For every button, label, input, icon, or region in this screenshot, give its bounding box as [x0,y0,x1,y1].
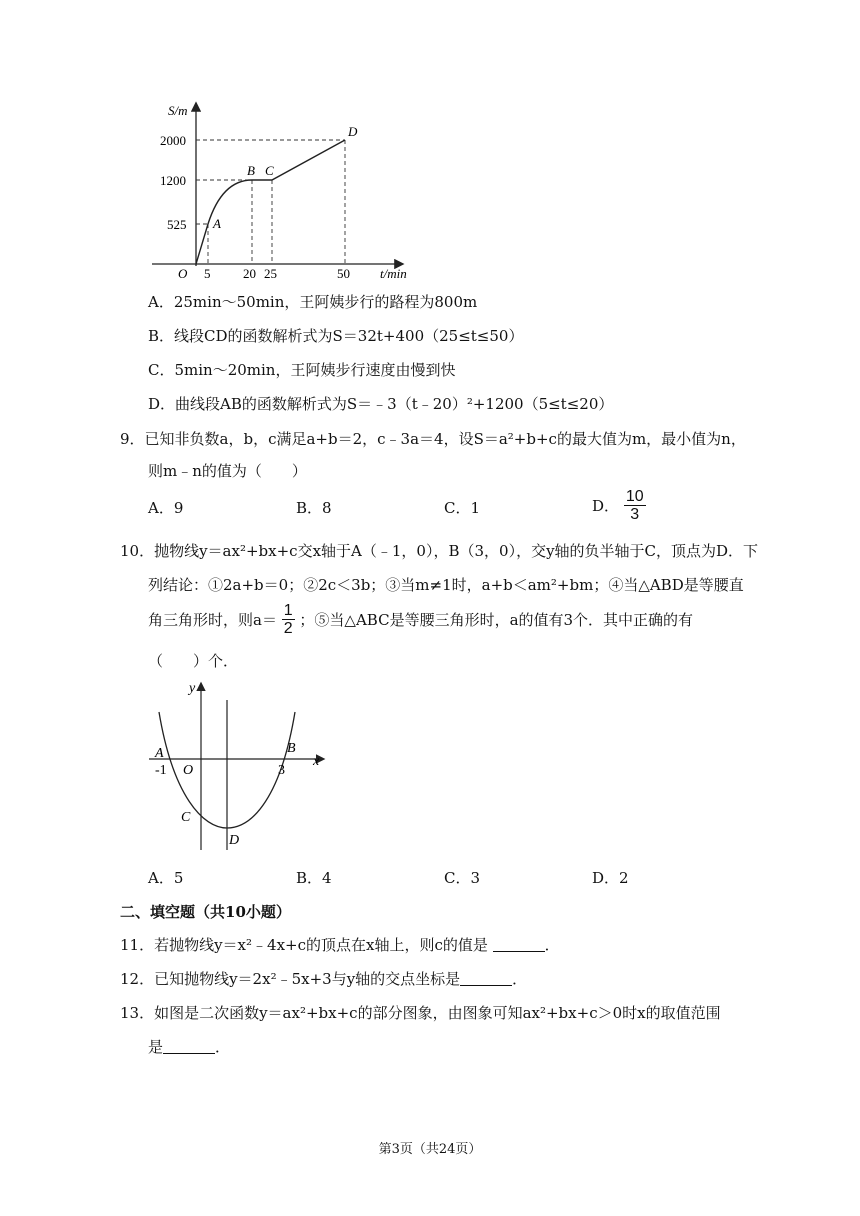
q10-option-b: B．4 [296,869,332,887]
distance-curve [196,140,345,264]
page-footer: 第3页（共24页） [378,1142,482,1157]
q12: 12．已知抛物线y＝2x²﹣5x+3与y轴的交点坐标是 ． [120,970,528,988]
three-label: 3 [278,763,285,778]
q8-option-b: B．线段CD的函数解析式为S＝32t+400（25≤t≤50） [148,327,524,345]
q8-option-c: C．5min～20min，王阿姨步行速度由慢到快 [148,361,456,379]
y-tick-525: 525 [167,217,187,232]
point-a-label: A [213,216,221,231]
answer-blank[interactable] [493,937,545,952]
q10-option-a: A．5 [148,869,184,887]
y-axis-label: S/m [168,103,188,118]
q9-option-d-fraction: $\frac{10}{3}$ [625,488,644,523]
q10-line-3: 角三角形时，则a＝ $\frac{1}{2}$ ；⑤当△ABC是等腰三角形时，a的值有3个．其中正确的有 [148,602,694,637]
q8-option-a: A．25min～50min，王阿姨步行的路程为800m [148,293,478,311]
q10-line-1: 10．抛物线y＝ax²+bx+c交x轴于A（﹣1，0），B（3，0），交y轴的负半轴于C，顶点为D．下 [120,542,759,560]
q9-option-a: A．9 [148,499,184,517]
answer-blank[interactable] [460,971,512,986]
x-tick-20: 20 [243,266,256,281]
q9-line-2: 则m﹣n的值为（ ） [148,462,307,480]
point-c-label: C [181,810,191,825]
y-tick-2000: 2000 [160,133,186,148]
q10-line-2: 列结论：①2a+b＝0；②2c＜3b；③当m≠1时，a+b＜am²+bm；④当△ABD是等腰直 [148,576,744,594]
point-d-label: D [348,124,358,139]
q11: 11．若抛物线y＝x²﹣4x+c的顶点在x轴上，则c的值是 ． [120,936,560,954]
q9-option-d: D． $\frac{10}{3}$ [592,488,644,523]
origin-label: O [178,266,188,281]
point-b-label: B [287,741,296,756]
parabola-graph [145,678,335,856]
x-tick-50: 50 [337,266,350,281]
point-b-label: B [247,163,255,178]
point-d-label: D [229,833,240,848]
q10-line-4: （ ）个． [148,652,239,670]
minus-one-label: -1 [155,763,167,778]
y-tick-1200: 1200 [160,173,186,188]
q9-option-b: B．8 [296,499,332,517]
q9-line-1: 9．已知非负数a，b，c满足a+b＝2，c﹣3a＝4，设S＝a²+b+c的最大值为m，最小值为n， [120,430,746,448]
section-title: 二、填空题（共10小题） [120,903,291,921]
y-axis-label: y [189,681,196,696]
x-tick-25: 25 [264,266,277,281]
q13-line-2: 是 ． [148,1038,231,1056]
q10-option-c: C．3 [444,869,481,887]
x-tick-5: 5 [204,266,211,281]
answer-blank[interactable] [163,1039,215,1054]
point-a-label: A [155,746,164,761]
x-axis-label: t/min [380,266,407,281]
q10-option-d: D．2 [592,869,629,887]
x-axis-label: x [313,754,320,769]
origin-label: O [183,763,194,778]
q13-line-1: 13．如图是二次函数y＝ax²+bx+c的部分图象，由图象可知ax²+bx+c＞0时x的取值范围 [120,1004,721,1022]
distance-time-graph [140,98,430,283]
q8-option-d: D．曲线段AB的函数解析式为S＝﹣3（t﹣20）²+1200（5≤t≤20） [148,395,614,413]
q9-option-c: C．1 [444,499,481,517]
point-c-label: C [265,163,274,178]
q10-fraction-half: $\frac{1}{2}$ [283,602,293,637]
